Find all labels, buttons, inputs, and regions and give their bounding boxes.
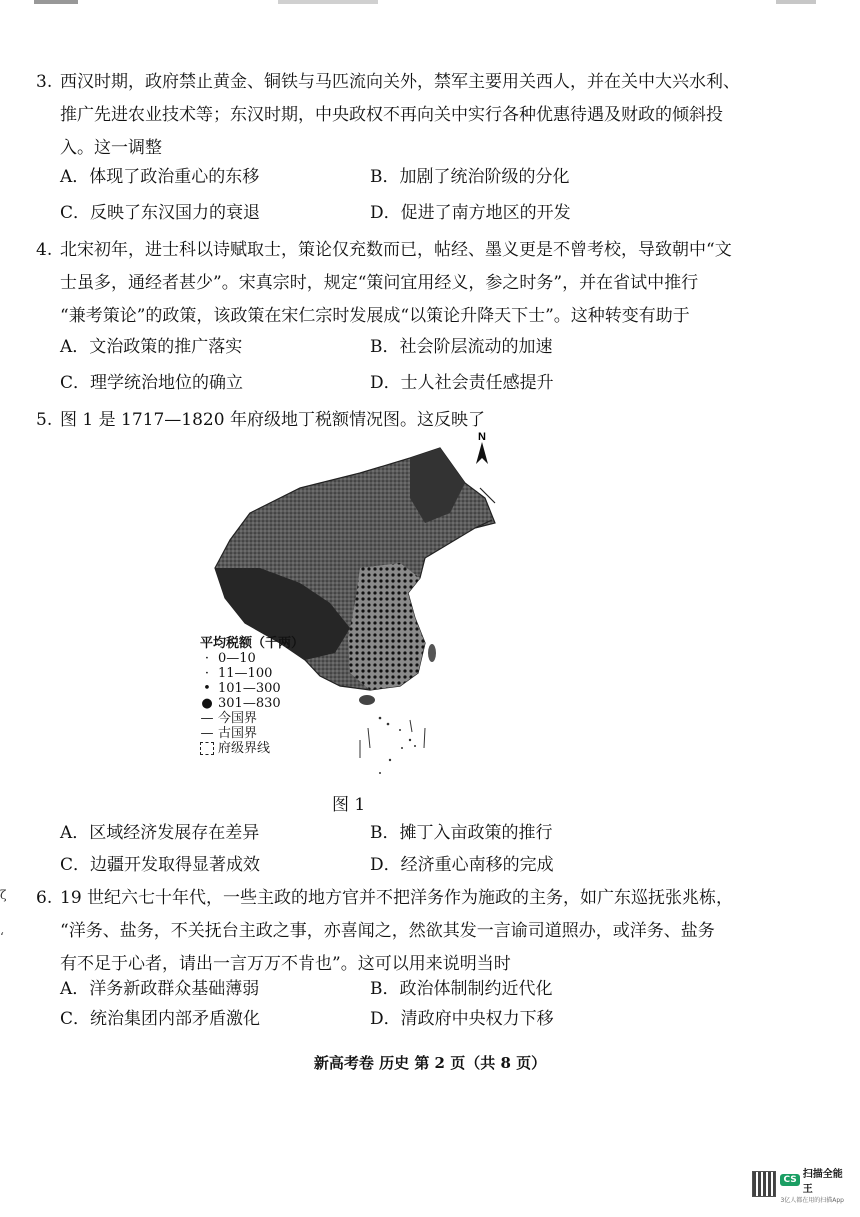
question-6: [36, 882, 816, 981]
qr-code-icon: [752, 1171, 776, 1197]
question-text-line: 士虽多，通经者甚少”。宋真宗时，规定“策问宜用经义，参之时务”，并在省试中推行: [60, 273, 699, 293]
legend-item: • 101—300: [200, 681, 304, 696]
question-text-line: 有不足于心者，请出一言万万不肯也”。这可以用来说明当时: [60, 954, 511, 974]
option-a: A．洋务新政群众基础薄弱: [60, 979, 260, 999]
option-d: D．促进了南方地区的开发: [370, 203, 571, 223]
question-text-line: 北宋初年，进士科以诗赋取士，策论仅充数而已，帖经、墨义更是不曾考校，导致朝中“文: [60, 240, 732, 260]
question-text-line: “兼考策论”的政策，该政策在宋仁宗时发展成“以策论升降天下士”。这种转变有助于: [60, 306, 690, 326]
option-b: B．摊丁入亩政策的推行: [370, 823, 553, 843]
question-number: 4.: [36, 240, 53, 260]
question-text-line: 西汉时期，政府禁止黄金、铜铁与马匹流向关外，禁军主要用关西人，并在关中大兴水利、: [60, 72, 740, 92]
map-island: [359, 695, 375, 705]
option-c: C．边疆开发取得显著成效: [60, 855, 261, 875]
legend-item: — 古国界: [200, 726, 258, 741]
map-island: [428, 644, 436, 662]
option-d: D．士人社会责任感提升: [370, 373, 554, 393]
legend-dashed-box-icon: [200, 742, 214, 755]
legend-item: — 今国界: [200, 711, 258, 726]
page-footer: 新高考卷 历史 第 2 页（共 8 页）: [313, 1054, 547, 1072]
legend-item: · 11—100: [200, 666, 304, 681]
map-legend: [200, 636, 304, 756]
question-3: [36, 66, 816, 165]
option-d: D．清政府中央权力下移: [370, 1009, 554, 1029]
option-a: A．文治政策的推广落实: [60, 337, 243, 357]
option-c: C．反映了东汉国力的衰退: [60, 203, 261, 223]
question-text-line: 图 1 是 1717—1820 年府级地丁税额情况图。这反映了: [60, 410, 485, 430]
north-arrow-icon: [476, 431, 488, 464]
question-number: 6.: [36, 888, 53, 908]
legend-dot-medium-icon: •: [203, 681, 211, 696]
legend-item: 府级界线: [200, 741, 304, 756]
option-b: B．社会阶层流动的加速: [370, 337, 553, 357]
scanner-watermark: [752, 1168, 848, 1204]
scan-margin-mark: ζ: [0, 888, 7, 902]
question-text-line: “洋务、盐务，不关抚台主政之事，亦喜闻之，然欲其发一言谕司道照办，或洋务、盐务: [60, 921, 715, 941]
option-c: C．统治集团内部矛盾激化: [60, 1009, 261, 1029]
legend-line-solid-icon: —: [200, 711, 214, 726]
question-number: 5.: [36, 410, 53, 430]
option-c: C．理学统治地位的确立: [60, 373, 244, 393]
cs-logo-badge: CS: [780, 1174, 799, 1186]
legend-title: 平均税额（千两）: [200, 636, 305, 651]
north-label: N: [478, 431, 486, 443]
legend-item: · 0—10: [200, 651, 304, 666]
option-b: B．政治体制制约近代化: [370, 979, 553, 999]
legend-dot-tiny-icon: ·: [204, 651, 210, 666]
scanner-tagline: 3亿人都在用的扫描App: [780, 1196, 844, 1204]
map-south-sea-islands: [360, 717, 425, 774]
figure-caption: 图 1: [332, 795, 366, 815]
legend-dot-small-icon: ·: [204, 666, 210, 681]
question-text-line: 入。这一调整: [60, 138, 162, 158]
option-a: A．体现了政治重心的东移: [60, 167, 260, 187]
legend-item: ● 301—830: [201, 696, 281, 711]
map-eastern-region: [348, 563, 425, 690]
option-d: D．经济重心南移的完成: [370, 855, 554, 875]
question-4: [36, 234, 816, 333]
legend-dot-large-icon: ●: [201, 696, 213, 711]
option-a: A．区域经济发展存在差异: [60, 823, 260, 843]
scan-top-marks: [0, 0, 860, 8]
legend-line-thin-icon: —: [200, 726, 214, 741]
question-text-line: 推广先进农业技术等；东汉时期，中央政权不再向关中实行各种优惠待遇及财政的倾斜投: [60, 105, 723, 125]
scan-margin-mark: ʻ: [0, 930, 4, 944]
question-text-line: 19 世纪六七十年代，一些主政的地方官并不把洋务作为施政的主务，如广东巡抚张兆栋，: [60, 888, 734, 908]
option-b: B．加剧了统治阶级的分化: [370, 167, 570, 187]
question-number: 3.: [36, 72, 53, 92]
scanner-app-name: 扫描全能王: [802, 1168, 843, 1195]
